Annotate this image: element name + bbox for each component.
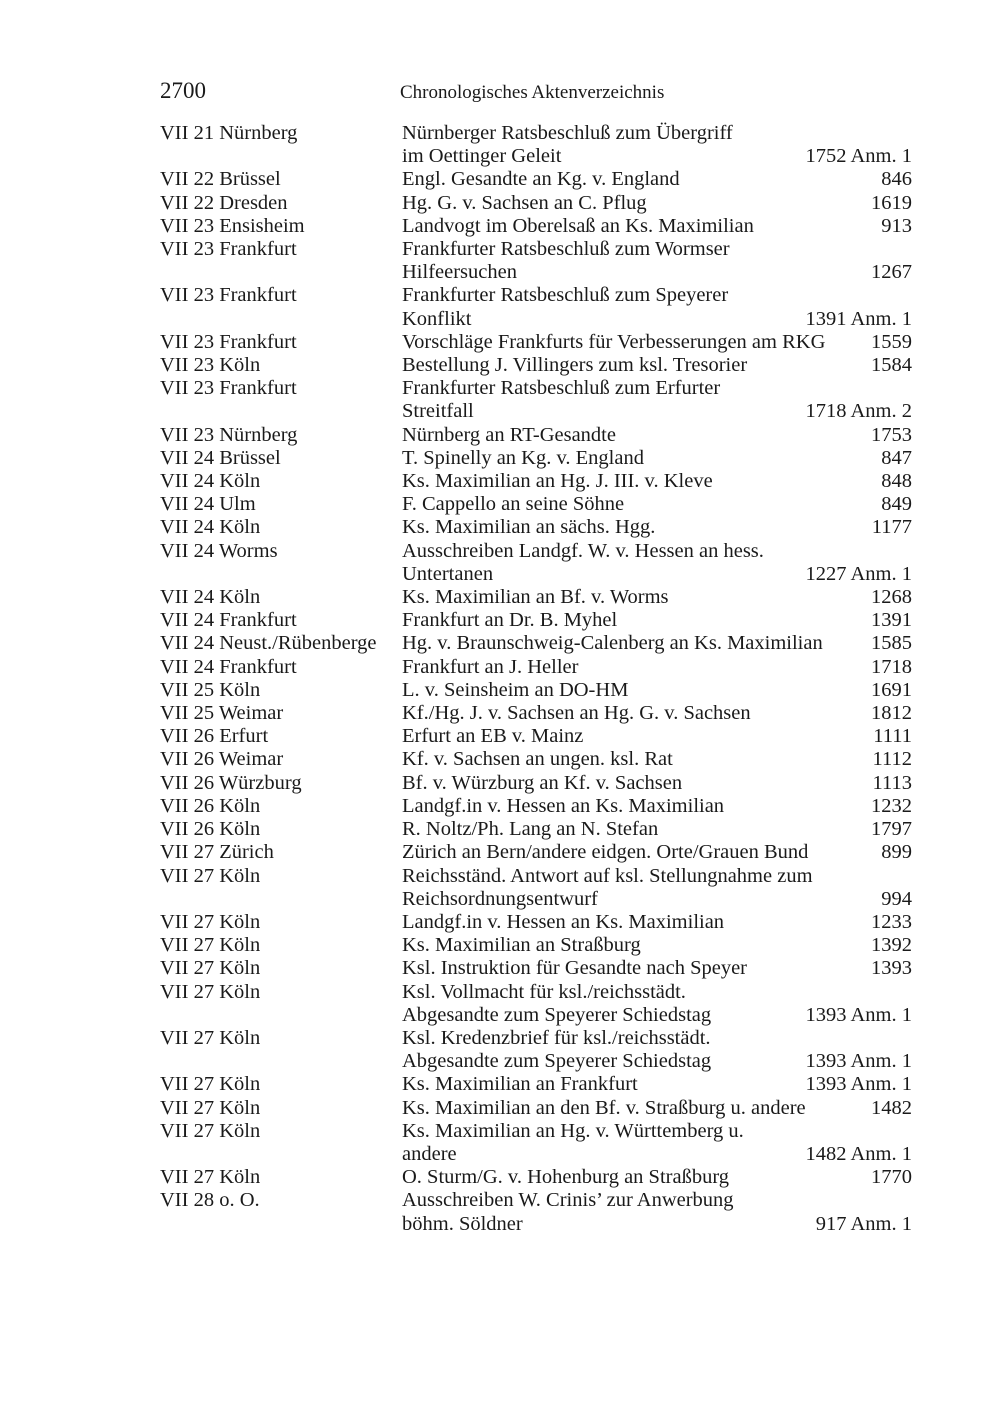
entry-description: Abgesandte zum Speyerer Schiedstag <box>402 1050 712 1073</box>
entry-document-number: 1393 Anm. 1 <box>805 1003 912 1026</box>
entry-date-place: VII 23 Nürnberg <box>160 423 298 446</box>
entry-date-place: VII 24 Köln <box>160 516 261 539</box>
entry-line <box>402 238 912 261</box>
entry-line <box>402 493 912 516</box>
entry-document-number: 1559 <box>871 330 912 353</box>
entry-date-place: VII 22 Dresden <box>160 191 288 214</box>
entry-document-number: 1393 Anm. 1 <box>805 1073 912 1096</box>
list-item <box>160 1027 912 1073</box>
entry-line <box>402 934 912 957</box>
entry-date-place: VII 26 Köln <box>160 818 261 841</box>
entry-line <box>402 540 912 563</box>
entry-line <box>402 1073 912 1096</box>
entry-line <box>402 1050 912 1073</box>
entry-body <box>402 377 912 423</box>
entry-date-place: VII 26 Würzburg <box>160 771 302 794</box>
entry-body <box>402 284 912 330</box>
list-item <box>160 284 912 330</box>
entry-body <box>402 841 912 864</box>
entry-body <box>402 702 912 725</box>
entry-description: Zürich an Bern/andere eidgen. Orte/Grauen Bund <box>402 841 809 864</box>
entry-line <box>402 679 912 702</box>
list-item <box>160 1120 912 1166</box>
list-item <box>160 377 912 423</box>
entry-line <box>402 400 912 423</box>
entry-document-number: 1482 <box>871 1096 912 1119</box>
entry-description: Kf./Hg. J. v. Sachsen an Hg. G. v. Sachsen <box>402 702 751 725</box>
entry-body <box>402 748 912 771</box>
entry-description: L. v. Seinsheim an DO-HM <box>402 678 629 701</box>
entry-line <box>402 725 912 748</box>
entry-description: Bf. v. Würzburg an Kf. v. Sachsen <box>402 771 683 794</box>
entry-date-place: VII 24 Frankfurt <box>160 609 297 632</box>
entry-body <box>402 470 912 493</box>
entry-body <box>402 934 912 957</box>
entry-date-place: VII 24 Ulm <box>160 493 256 516</box>
entry-date-place: VII 24 Neust./Rübenberge <box>160 632 377 655</box>
entry-description: Frankfurt an J. Heller <box>402 655 579 678</box>
entry-body <box>402 447 912 470</box>
entry-body <box>402 354 912 377</box>
entry-line <box>402 795 912 818</box>
entry-description: Frankfurter Ratsbeschluß zum Erfurter <box>402 377 721 400</box>
entry-description: Reichsständ. Antwort auf ksl. Stellungnahme zum <box>402 864 813 887</box>
list-item <box>160 632 912 655</box>
entry-description: Hg. v. Braunschweig-Calenberg an Ks. Maximilian <box>402 632 823 655</box>
entry-document-number: 849 <box>881 493 912 516</box>
entry-line <box>402 748 912 771</box>
entry-document-number: 1268 <box>871 586 912 609</box>
entry-line <box>402 516 912 539</box>
list-item <box>160 818 912 841</box>
list-item <box>160 493 912 516</box>
entry-body <box>402 331 912 354</box>
list-item <box>160 609 912 632</box>
entry-body <box>402 1097 912 1120</box>
entry-date-place: VII 23 Frankfurt <box>160 284 297 307</box>
entry-body <box>402 772 912 795</box>
entry-document-number: 917 Anm. 1 <box>815 1212 912 1235</box>
list-item <box>160 215 912 238</box>
entry-description: Hilfeersuchen <box>402 261 517 284</box>
entry-description: Bestellung J. Villingers zum ksl. Tresorier <box>402 354 748 377</box>
entry-description: im Oettinger Geleit <box>402 145 562 168</box>
entry-description: Ks. Maximilian an Frankfurt <box>402 1073 638 1096</box>
entry-line <box>402 377 912 400</box>
entry-document-number: 1718 Anm. 2 <box>805 400 912 423</box>
entry-date-place: VII 24 Brüssel <box>160 446 281 469</box>
entry-description: Landvogt im Oberelsaß an Ks. Maximilian <box>402 214 754 237</box>
entry-document-number: 1112 <box>872 748 912 771</box>
entry-date-place: VII 28 o. O. <box>160 1189 260 1212</box>
list-item <box>160 772 912 795</box>
entry-line <box>402 772 912 795</box>
entry-document-number: 1718 <box>871 655 912 678</box>
list-item <box>160 516 912 539</box>
entry-line <box>402 586 912 609</box>
entry-line <box>402 1213 912 1236</box>
entry-body <box>402 981 912 1027</box>
entry-body <box>402 1027 912 1073</box>
list-item <box>160 748 912 771</box>
entry-body <box>402 725 912 748</box>
entry-line <box>402 424 912 447</box>
running-title: Chronologisches Aktenverzeichnis <box>400 82 665 103</box>
entry-description: Nürnberger Ratsbeschluß zum Übergriff <box>402 122 733 144</box>
entry-date-place: VII 27 Köln <box>160 1073 261 1096</box>
entry-description: F. Cappello an seine Söhne <box>402 493 625 516</box>
entry-description: böhm. Söldner <box>402 1212 523 1235</box>
entry-description: Reichsordnungsentwurf <box>402 887 598 910</box>
entry-description: Ks. Maximilian an Hg. J. III. v. Kleve <box>402 470 713 493</box>
entry-description: Ksl. Instruktion für Gesandte nach Speyer <box>402 957 747 980</box>
entry-description: Streitfall <box>402 400 474 423</box>
entry-date-place: VII 24 Frankfurt <box>160 655 297 678</box>
entry-line <box>402 1166 912 1189</box>
list-item <box>160 795 912 818</box>
entry-body <box>402 122 912 168</box>
entry-body <box>402 957 912 980</box>
list-item <box>160 122 912 168</box>
entry-date-place: VII 27 Köln <box>160 864 261 887</box>
entry-description: Ausschreiben W. Crinis’ zur Anwerbung <box>402 1189 734 1212</box>
entry-line <box>402 192 912 215</box>
list-item <box>160 1073 912 1096</box>
entry-description: Hg. G. v. Sachsen an C. Pflug <box>402 191 647 214</box>
entry-description: Ks. Maximilian an Bf. v. Worms <box>402 586 669 609</box>
entry-date-place: VII 27 Köln <box>160 1026 261 1049</box>
entry-line <box>402 145 912 168</box>
entry-date-place: VII 26 Köln <box>160 794 261 817</box>
entry-line <box>402 1120 912 1143</box>
entry-document-number: 1797 <box>871 818 912 841</box>
entry-date-place: VII 27 Zürich <box>160 841 274 864</box>
entry-document-number: 1177 <box>871 516 912 539</box>
entry-line <box>402 1027 912 1050</box>
entry-body <box>402 516 912 539</box>
entry-document-number: 1691 <box>871 678 912 701</box>
entry-document-number: 1393 Anm. 1 <box>805 1050 912 1073</box>
entry-body <box>402 818 912 841</box>
entry-date-place: VII 27 Köln <box>160 1096 261 1119</box>
entry-line <box>402 865 912 888</box>
entry-body <box>402 1166 912 1189</box>
list-item <box>160 1189 912 1235</box>
entry-description: Engl. Gesandte an Kg. v. England <box>402 168 680 191</box>
entry-date-place: VII 21 Nürnberg <box>160 122 298 144</box>
list-item <box>160 331 912 354</box>
list-item <box>160 1166 912 1189</box>
entry-body <box>402 586 912 609</box>
entry-description: O. Sturm/G. v. Hohenburg an Straßburg <box>402 1166 730 1189</box>
list-item <box>160 238 912 284</box>
entry-description: Landgf.in v. Hessen an Ks. Maximilian <box>402 910 725 933</box>
entry-document-number: 1267 <box>871 261 912 284</box>
entry-line <box>402 957 912 980</box>
entry-body <box>402 424 912 447</box>
entry-description: Landgf.in v. Hessen an Ks. Maximilian <box>402 794 725 817</box>
entry-line <box>402 215 912 238</box>
list-item <box>160 470 912 493</box>
list-item <box>160 981 912 1027</box>
entry-date-place: VII 26 Erfurt <box>160 725 269 748</box>
entry-body <box>402 238 912 284</box>
entry-document-number: 1812 <box>871 702 912 725</box>
entry-line <box>402 818 912 841</box>
entry-line <box>402 1189 912 1212</box>
entry-body <box>402 1073 912 1096</box>
entry-body <box>402 679 912 702</box>
entry-description: Ksl. Kredenzbrief für ksl./reichsstädt. <box>402 1026 711 1049</box>
entry-document-number: 1482 Anm. 1 <box>805 1142 912 1165</box>
entry-body <box>402 215 912 238</box>
entry-document-number: 1232 <box>871 794 912 817</box>
entry-document-number: 899 <box>881 841 912 864</box>
entry-line <box>402 841 912 864</box>
list-item <box>160 168 912 191</box>
entry-document-number: 1391 Anm. 1 <box>805 307 912 330</box>
entry-body <box>402 795 912 818</box>
list-item <box>160 934 912 957</box>
entry-description: Erfurt an EB v. Mainz <box>402 725 584 748</box>
entry-line <box>402 702 912 725</box>
entry-line <box>402 563 912 586</box>
entry-body <box>402 865 912 911</box>
entry-document-number: 848 <box>881 470 912 493</box>
entry-body <box>402 609 912 632</box>
entry-date-place: VII 25 Köln <box>160 678 261 701</box>
list-item <box>160 424 912 447</box>
entry-description: Nürnberg an RT-Gesandte <box>402 423 616 446</box>
list-item <box>160 702 912 725</box>
entry-description: Ksl. Vollmacht für ksl./reichsstädt. <box>402 980 686 1003</box>
entry-body <box>402 1120 912 1166</box>
entry-line <box>402 354 912 377</box>
entry-date-place: VII 27 Köln <box>160 957 261 980</box>
entry-description: T. Spinelly an Kg. v. England <box>402 446 644 469</box>
entry-body <box>402 1189 912 1235</box>
page-number: 2700 <box>160 78 206 103</box>
entry-date-place: VII 24 Worms <box>160 539 278 562</box>
entry-line <box>402 911 912 934</box>
entry-document-number: 1227 Anm. 1 <box>805 562 912 585</box>
entry-body <box>402 540 912 586</box>
entry-description: Kf. v. Sachsen an ungen. ksl. Rat <box>402 748 673 771</box>
entry-body <box>402 168 912 191</box>
entry-description: Frankfurter Ratsbeschluß zum Speyerer <box>402 284 729 307</box>
entry-description: Vorschläge Frankfurts für Verbesserungen am RKG <box>402 330 826 353</box>
entry-body <box>402 656 912 679</box>
list-item <box>160 911 912 934</box>
entry-document-number: 1113 <box>872 771 912 794</box>
entry-line <box>402 1004 912 1027</box>
entry-document-number: 1585 <box>871 632 912 655</box>
entry-description: Frankfurt an Dr. B. Myhel <box>402 609 618 632</box>
entry-description: Konflikt <box>402 307 472 330</box>
entry-document-number: 1233 <box>871 910 912 933</box>
entry-line <box>402 888 912 911</box>
list-item <box>160 586 912 609</box>
list-item <box>160 865 912 911</box>
entry-line <box>402 168 912 191</box>
entry-description: R. Noltz/Ph. Lang an N. Stefan <box>402 818 659 841</box>
entry-document-number: 1770 <box>871 1166 912 1189</box>
entry-date-place: VII 27 Köln <box>160 910 261 933</box>
list-item <box>160 679 912 702</box>
entry-description: andere <box>402 1142 457 1165</box>
entry-line <box>402 284 912 307</box>
entry-list <box>160 122 912 1236</box>
list-item <box>160 192 912 215</box>
entry-date-place: VII 27 Köln <box>160 1119 261 1142</box>
list-item <box>160 957 912 980</box>
entry-description: Ausschreiben Landgf. W. v. Hessen an hess. <box>402 539 764 562</box>
entry-date-place: VII 26 Weimar <box>160 748 284 771</box>
entry-document-number: 1111 <box>873 725 912 748</box>
entry-document-number: 1392 <box>871 934 912 957</box>
list-item <box>160 354 912 377</box>
entry-date-place: VII 24 Köln <box>160 586 261 609</box>
entry-body <box>402 911 912 934</box>
entry-document-number: 846 <box>881 168 912 191</box>
list-item <box>160 447 912 470</box>
entry-document-number: 994 <box>881 887 912 910</box>
entry-date-place: VII 23 Frankfurt <box>160 238 297 261</box>
entry-line <box>402 308 912 331</box>
entry-date-place: VII 27 Köln <box>160 1166 261 1189</box>
entry-document-number: 1752 Anm. 1 <box>805 145 912 168</box>
entry-description: Untertanen <box>402 562 494 585</box>
entry-date-place: VII 24 Köln <box>160 470 261 493</box>
entry-document-number: 847 <box>881 446 912 469</box>
list-item <box>160 540 912 586</box>
entry-document-number: 1391 <box>871 609 912 632</box>
entry-description: Ks. Maximilian an den Bf. v. Straßburg u. andere <box>402 1096 806 1119</box>
entry-document-number: 1584 <box>871 354 912 377</box>
entry-date-place: VII 22 Brüssel <box>160 168 281 191</box>
entry-date-place: VII 23 Frankfurt <box>160 330 297 353</box>
entry-body <box>402 632 912 655</box>
entry-document-number: 1753 <box>871 423 912 446</box>
entry-date-place: VII 25 Weimar <box>160 702 284 725</box>
list-item <box>160 656 912 679</box>
entry-date-place: VII 23 Frankfurt <box>160 377 297 400</box>
entry-description: Abgesandte zum Speyerer Schiedstag <box>402 1003 712 1026</box>
entry-document-number: 1619 <box>871 191 912 214</box>
entry-document-number: 913 <box>881 214 912 237</box>
entry-line <box>402 122 912 145</box>
entry-line <box>402 331 912 354</box>
entry-body <box>402 493 912 516</box>
entry-line <box>402 656 912 679</box>
entry-body <box>402 192 912 215</box>
entry-line <box>402 470 912 493</box>
entry-date-place: VII 23 Köln <box>160 354 261 377</box>
entry-description: Ks. Maximilian an Hg. v. Württemberg u. <box>402 1119 744 1142</box>
list-item <box>160 725 912 748</box>
entry-line <box>402 981 912 1004</box>
entry-date-place: VII 27 Köln <box>160 980 261 1003</box>
entry-line <box>402 261 912 284</box>
list-item <box>160 1097 912 1120</box>
entry-document-number: 1393 <box>871 957 912 980</box>
entry-description: Ks. Maximilian an Straßburg <box>402 934 641 957</box>
entry-date-place: VII 27 Köln <box>160 934 261 957</box>
entry-line <box>402 1097 912 1120</box>
list-item <box>160 841 912 864</box>
entry-date-place: VII 23 Ensisheim <box>160 214 305 237</box>
entry-description: Ks. Maximilian an sächs. Hgg. <box>402 516 656 539</box>
entry-line <box>402 1143 912 1166</box>
entry-description: Frankfurter Ratsbeschluß zum Wormser <box>402 238 730 261</box>
entry-line <box>402 609 912 632</box>
entry-line <box>402 632 912 655</box>
entry-line <box>402 447 912 470</box>
